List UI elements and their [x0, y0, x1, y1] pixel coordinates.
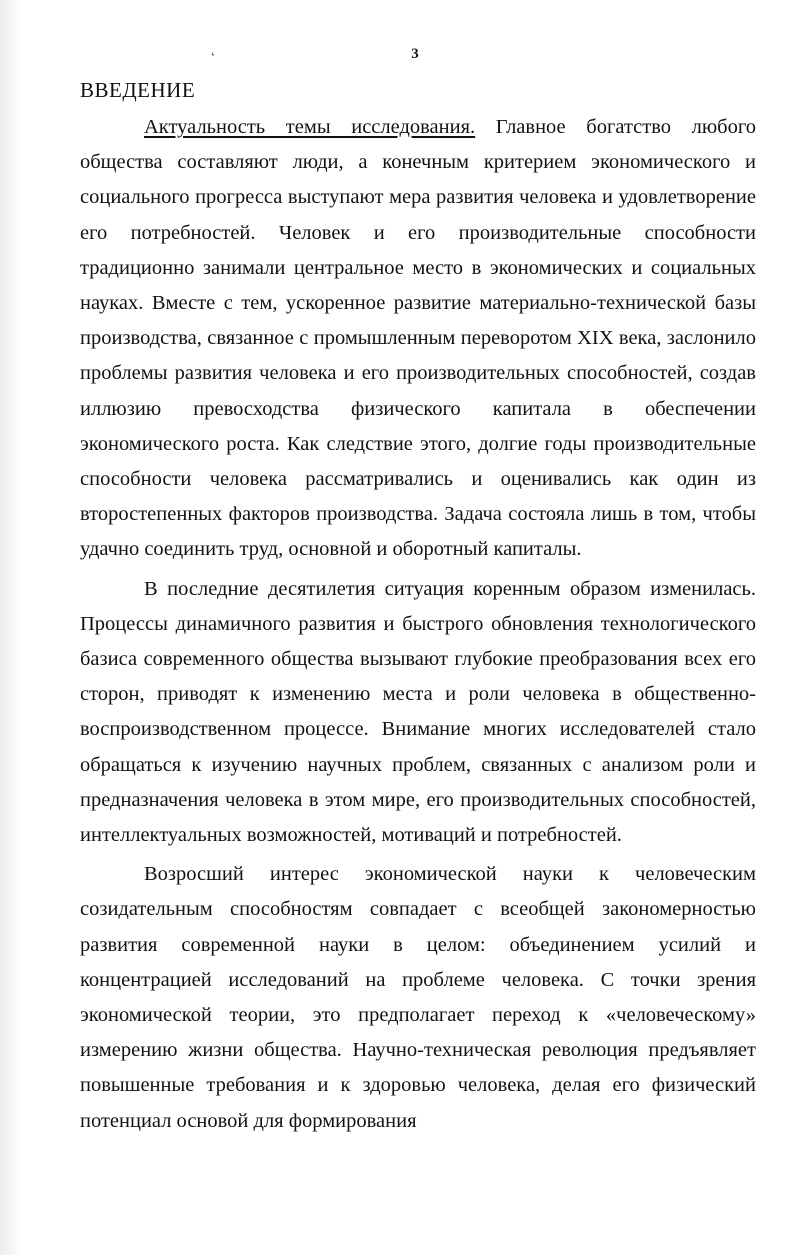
paragraph-1 — [80, 110, 756, 568]
paragraph-2: В последние десятилетия ситуация коренным образом изменилась. Процессы динамичного развития и быстрого обновления технологического базиса современного общества вызывают глубокие преобразования всех его сторон, приводят к изменению места и роли человека в общественно-воспроизводственном процессе. Внимание многих исследователей стало обращаться к изучению научных проблем, связанных с анализом роли и предназначения человека в этом мире, его производительных способностей, интеллектуальных возможностей, мотиваций и потребностей. — [80, 577, 756, 847]
scan-speck: ʻ — [209, 49, 219, 66]
scan-shadow — [0, 0, 22, 1255]
page-number: 3 — [411, 46, 419, 62]
paragraph-1-text: Главное богатство любого общества составляют люди, а конечным критерием экономического и социального прогресса выступают мера развития человека и удовлетворение его потребностей. Человек и его производительные способности традиционно занимали центральное место в экономических и социальных науках. Вместе с тем, ускоренное развитие материально-технической базы производства, связанное с промышленным переворотом XIX века, заслонило проблемы развития человека и его производительных способностей, создав иллюзию превосходства физического капитала в обеспечении экономического роста. Как следствие этого, долгие годы производительные способности человека рассматривались и оценивались как один из второстепенных факторов производства. Задача состояла лишь в том, чтобы удачно соединить труд, основной и оборотный капиталы. — [80, 116, 756, 561]
paragraph-lead: Актуальность темы исследования. — [144, 116, 476, 138]
paragraph-3: Возросший интерес экономической науки к человеческим созидательным способностям совпадает с всеобщей закономерностью развития современной науки в целом: объединением усилий и концентрацией исследований на проблеме человека. С точки зрения экономической теории, это предполагает переход к «человеческому» измерению жизни общества. Научно-техническая революция предъявляет повышенные требования и к здоровью человека, делая его физический потенциал основой для формирования — [80, 863, 756, 1132]
body-text — [80, 110, 756, 1139]
section-heading: ВВЕДЕНИЕ — [80, 78, 196, 102]
